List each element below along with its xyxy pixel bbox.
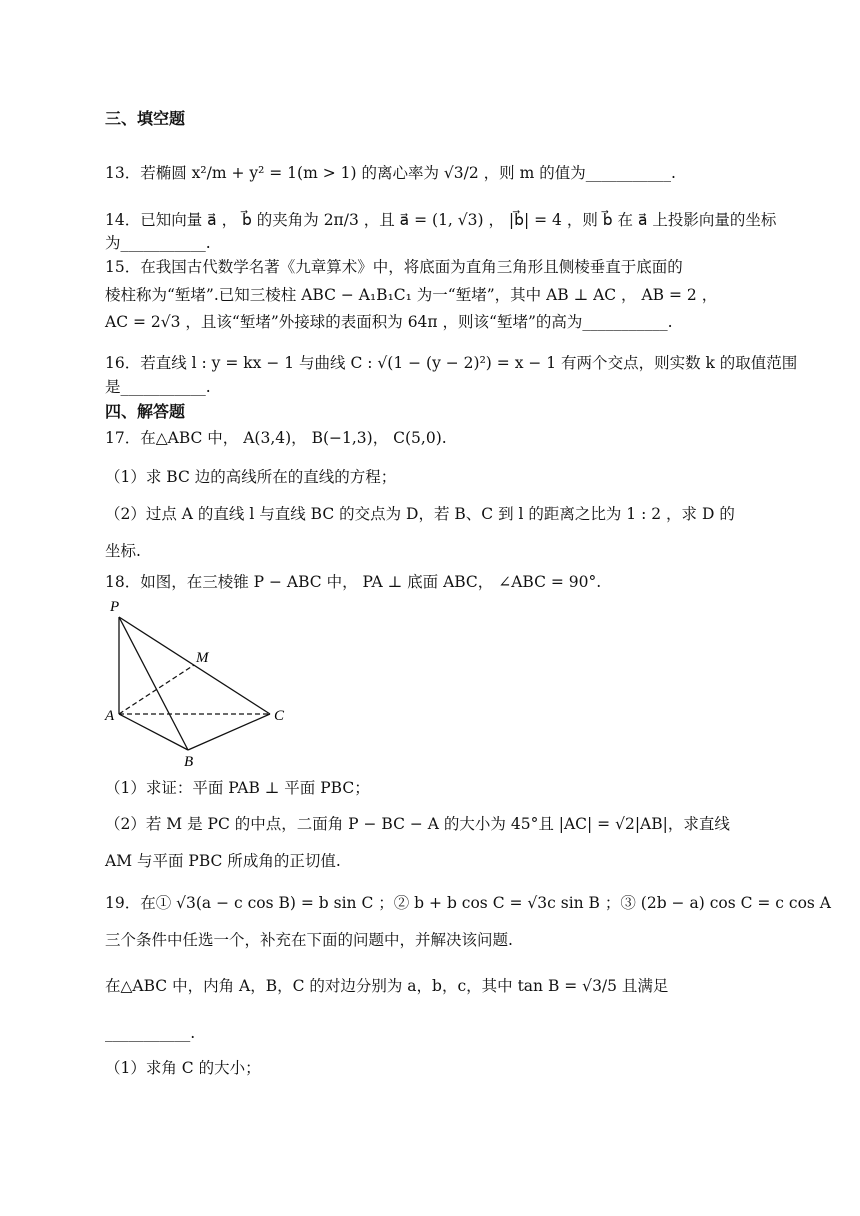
- label-a: A: [105, 708, 115, 724]
- question-13: 13．若椭圆 x²/m + y² = 1(m > 1) 的离心率为 √3/2 ，则 m 的值为___________.: [105, 164, 676, 182]
- question-14-line-2: 为___________.: [105, 234, 211, 252]
- question-17-line-1: 17．在△ABC 中， A(3,4)， B(−1,3)， C(5,0).: [105, 429, 447, 447]
- question-19-line-1: 19．在① √3(a − c cos B) = b sin C ；② b + b cos C = √3c sin B ；③ (2b − a) cos C = c cos A: [105, 894, 831, 912]
- question-19-line-2: 三个条件中任选一个，补充在下面的问题中，并解决该问题.: [105, 931, 513, 949]
- pyramid-figure: [100, 598, 300, 768]
- section-heading-fill-in: 三、填空题: [105, 109, 186, 128]
- question-19-blank: ___________.: [105, 1024, 196, 1042]
- question-17-part-1: （1）求 BC 边的高线所在的直线的方程；: [105, 468, 397, 486]
- question-18-line-4: AM 与平面 PBC 所成角的正切值.: [105, 852, 341, 870]
- edge-ab: [119, 714, 188, 750]
- edge-bc: [188, 714, 270, 750]
- question-17-line-4: 坐标.: [105, 542, 141, 560]
- question-16-line-2: 是___________.: [105, 378, 211, 396]
- question-16-line-1: 16．若直线 l : y = kx − 1 与曲线 C : √(1 − (y − 2)²) = x − 1 有两个交点，则实数 k 的取值范围: [105, 354, 798, 372]
- question-18-line-1: 18．如图，在三棱锥 P − ABC 中， PA ⊥ 底面 ABC， ∠ABC = 90°.: [105, 573, 602, 591]
- question-14-line-1: 14．已知向量 a⃗ ， b⃗ 的夹角为 2π/3 ，且 a⃗ = (1, √3) ， |b⃗| = 4 ，则 b⃗ 在 a⃗ 上投影向量的坐标: [105, 211, 777, 229]
- edge-am-dashed: [119, 665, 194, 714]
- section-heading-solutions: 四、解答题: [105, 402, 186, 421]
- label-m: M: [196, 650, 209, 666]
- question-18-part-2: （2）若 M 是 PC 的中点，二面角 P − BC − A 的大小为 45°且 |AC| = √2|AB|，求直线: [105, 815, 730, 833]
- question-15-line-1: 15．在我国古代数学名著《九章算术》中，将底面为直角三角形且侧棱垂直于底面的: [105, 258, 683, 276]
- question-19-part-1: （1）求角 C 的大小；: [105, 1059, 261, 1077]
- question-15-line-2: 棱柱称为“堑堵”.已知三棱柱 ABC − A₁B₁C₁ 为一“堑堵”，其中 AB ⊥ AC ， AB = 2 ，: [105, 286, 718, 304]
- edge-pb: [119, 617, 188, 750]
- question-19-line-3: 在△ABC 中，内角 A，B，C 的对边分别为 a，b，c，其中 tan B = √3/5 且满足: [105, 977, 669, 995]
- label-p: P: [110, 599, 120, 615]
- question-17-part-2: （2）过点 A 的直线 l 与直线 BC 的交点为 D，若 B、C 到 l 的距离之比为 1 : 2 ，求 D 的: [105, 505, 735, 523]
- label-c: C: [274, 708, 285, 724]
- question-15-line-3: AC = 2√3 ，且该“堑堵”外接球的表面积为 64π ，则该“堑堵”的高为___________.: [105, 313, 673, 331]
- question-18-part-1: （1）求证：平面 PAB ⊥ 平面 PBC；: [105, 779, 370, 797]
- label-b: B: [184, 754, 194, 768]
